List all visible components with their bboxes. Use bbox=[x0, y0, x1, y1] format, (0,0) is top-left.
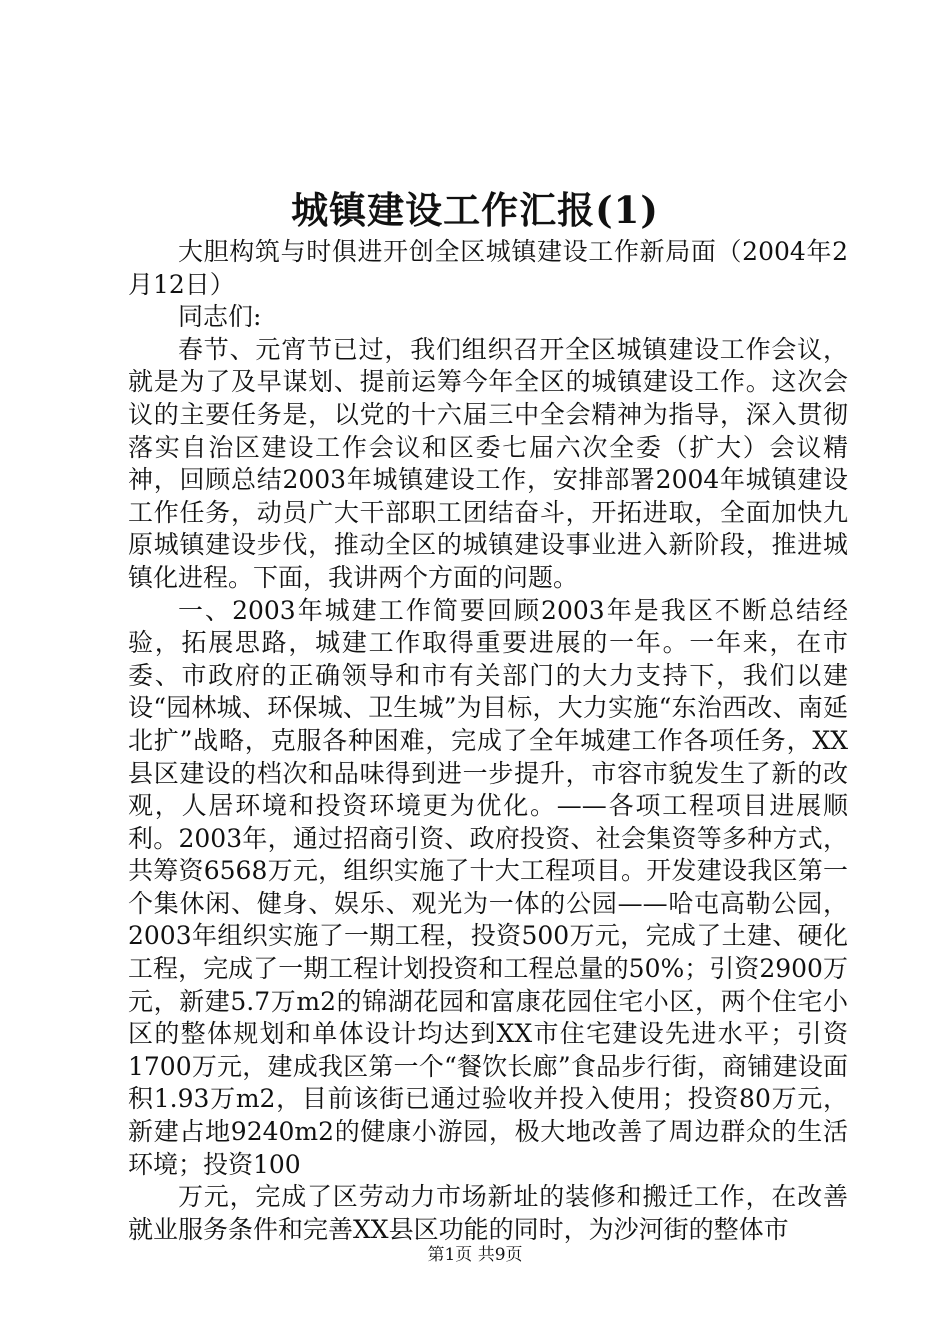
document-body bbox=[128, 236, 848, 1246]
subtitle-paragraph: 大胆构筑与时俱进开创全区城镇建设工作新局面（2004年2月12日） bbox=[128, 237, 848, 299]
review-paragraph: 一、2003年城建工作简要回顾2003年是我区不断总结经验，拓展思路，城建工作取得重要进展的一年。一年来，在市委、市政府的正确领导和市有关部门的大力支持下，我们以建设“园林城、环保城、卫生城”为目标，大力实施“东治西改、南延北扩”战略，克服各种困难，完成了全年城建工作各项任务，XX县区建设的档次和品味得到进一步提升，市容市貌发生了新的改观，人居环境和投资环境更为优化。——各项工程项目进展顺利。2003年，通过招商引资、政府投资、社会集资等多种方式，共筹资6568万元，组织实施了十大工程项目。开发建设我区第一个集休闲、健身、娱乐、观光为一体的公园——哈屯高勒公园，2003年组织实施了一期工程，投资500万元，完成了土建、硬化工程，完成了一期工程计划投资和工程总量的50%；引资2900万元，新建5.7万m2的锦湖花园和富康花园住宅小区，两个住宅小区的整体规划和单体设计均达到XX市住宅建设先进水平；引资1700万元，建成我区第一个“餐饮长廊”食品步行街，商铺建设面积1.93万m2，目前该街已通过验收并投入使用；投资80万元，新建占地9240m2的健康小游园，极大地改善了周边群众的生活环境；投资100 bbox=[128, 595, 848, 1179]
intro-paragraph: 春节、元宵节已过，我们组织召开全区城镇建设工作会议，就是为了及早谋划、提前运筹今年全区的城镇建设工作。这次会议的主要任务是，以党的十六届三中全会精神为指导，深入贯彻落实自治区建设工作会议和区委七届六次全委（扩大）会议精神，回顾总结2003年城镇建设工作，安排部署2004年城镇建设工作任务，动员广大干部职工团结奋斗，开拓进取，全面加快九原城镇建设步伐，推动全区的城镇建设事业进入新阶段，推进城镇化进程。下面，我讲两个方面的问题。 bbox=[128, 334, 848, 592]
document-title: 城镇建设工作汇报(1) bbox=[291, 188, 659, 232]
page-number-footer: 第1页 共9页 bbox=[427, 1245, 523, 1265]
continued-paragraph: 万元，完成了区劳动力市场新址的装修和搬迁工作，在改善就业服务条件和完善XX县区功能的同时，为沙河街的整体市 bbox=[128, 1182, 848, 1244]
salutation-paragraph: 同志们: bbox=[178, 302, 262, 332]
